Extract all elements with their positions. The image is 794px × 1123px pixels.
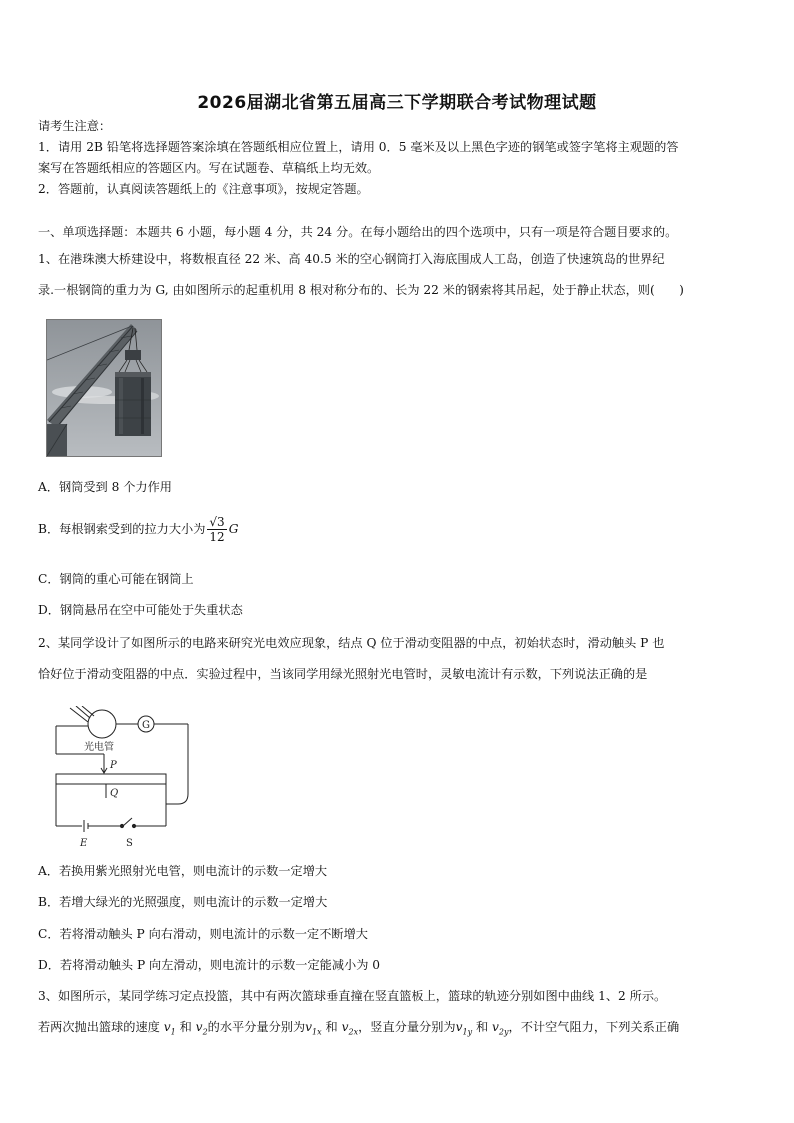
notice-heading: 请考生注意：	[38, 119, 112, 133]
q3-stem-line2	[38, 1019, 679, 1040]
and-text-3: 和	[475, 1020, 489, 1034]
crane-photo	[46, 319, 162, 457]
notice-item-2: 2．答题前，认真阅读答题纸上的《注意事项》，按规定答题。	[38, 182, 369, 196]
notice-item-1-cont: 案写在答题纸相应的答题区内。写在试题卷、草稿纸上均无效。	[38, 161, 380, 175]
q2-stem-line1: 2、某同学设计了如图所示的电路来研究光电效应现象，结点 Q 位于滑动变阻器的中点，初始状态时，滑动触头 P 也	[38, 636, 665, 650]
q1-option-b-text: B．每根钢索受到的拉力大小为	[38, 522, 206, 536]
q1-stem-line2: 录.一根钢筒的重力为 G, 由如图所示的起重机用 8 根对称分布的、长为 22 米的钢索将其吊起，处于静止状态，则( )	[38, 283, 684, 297]
fraction-numerator: √3	[209, 515, 225, 529]
q1-option-b	[38, 514, 238, 544]
node-q-label: Q	[110, 788, 119, 799]
and-text-1: 和	[179, 1020, 192, 1034]
notice-item-1: 1．请用 2B 铅笔将选择题答案涂填在答题纸相应位置上，请用 0．5 毫米及以上黑色字迹的钢笔或签字笔将主观题的答	[38, 140, 679, 154]
q3-text-b: 的水平分量分别为	[207, 1020, 306, 1034]
q2-option-b: B．若增大绿光的光照强度，则电流计的示数一定增大	[38, 895, 328, 909]
q3-stem-line1: 3、如图所示，某同学练习定点投篮，其中有两次篮球垂直撞在竖直篮板上，篮球的轨迹分别如图中曲线 1、2 所示。	[38, 989, 667, 1003]
v1x-symbol: $v_{1x}$	[305, 1020, 322, 1037]
q1-option-d: D．钢筒悬吊在空中可能处于失重状态	[38, 603, 243, 617]
v1y-symbol: $v_{1y}$	[455, 1020, 473, 1037]
v1-symbol: $v_1$	[163, 1020, 176, 1037]
sqrt3-over-12-fraction	[207, 515, 226, 544]
section-heading: 一、单项选择题：本题共 6 小题，每小题 4 分，共 24 分。在每小题给出的四个选项中，只有一项是符合题目要求的。	[38, 225, 678, 239]
and-text-2: 和	[325, 1020, 338, 1034]
battery-e-label: E	[80, 838, 88, 849]
q3-text-d: ，不计空气阻力，下列关系正确	[508, 1020, 680, 1034]
galvanometer-label: G	[142, 720, 150, 731]
fraction-denominator: 12	[209, 530, 225, 544]
q3-text-c: ，竖直分量分别为	[358, 1020, 456, 1034]
q2-option-c: C．若将滑动触头 P 向右滑动，则电流计的示数一定不断增大	[38, 927, 368, 941]
q2-option-d: D．若将滑动触头 P 向左滑动，则电流计的示数一定能减小为 0	[38, 958, 381, 972]
v2x-symbol: $v_{2x}$	[341, 1020, 359, 1037]
phototube-label: 光电管	[84, 742, 114, 753]
q1-option-c: C．钢筒的重心可能在钢筒上	[38, 572, 194, 586]
v2-symbol: $v_2$	[195, 1020, 208, 1037]
page-title: 2026届湖北省第五届高三下学期联合考试物理试题	[197, 93, 597, 113]
q2-stem-line2: 恰好位于滑动变阻器的中点．实验过程中，当该同学用绿光照射光电管时，灵敏电流计有示数，下列说法正确的是	[38, 667, 648, 681]
q3-text-a: 若两次抛出篮球的速度	[38, 1020, 160, 1034]
switch-s-label: S	[126, 838, 133, 849]
photoelectric-circuit-diagram	[46, 706, 196, 854]
v2y-symbol: $v_{2y}$	[492, 1020, 509, 1037]
q1-option-a: A．钢筒受到 8 个力作用	[38, 480, 172, 494]
q1-stem-line1: 1、在港珠澳大桥建设中，将数根直径 22 米、高 40.5 米的空心钢筒打入海底围成人工岛，创造了快速筑岛的世界纪	[38, 252, 665, 266]
weight-symbol: G	[228, 522, 239, 536]
q2-option-a: A．若换用紫光照射光电管，则电流计的示数一定增大	[38, 864, 328, 878]
slider-p-label: P	[110, 760, 117, 771]
